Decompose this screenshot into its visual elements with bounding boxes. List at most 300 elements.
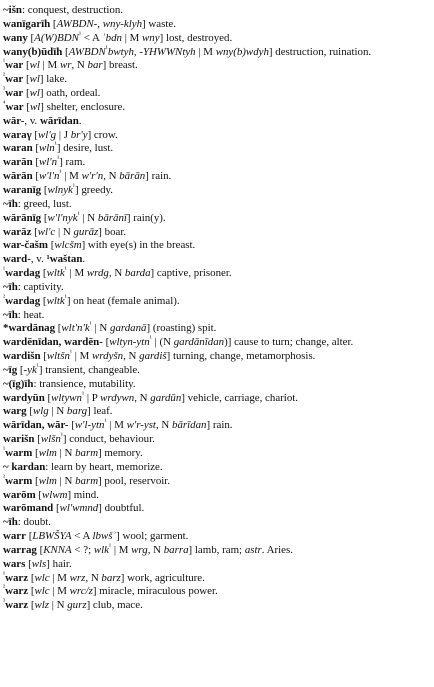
transliteration: gardānīdan <box>173 336 225 349</box>
entry-text: ] leaf. <box>87 405 113 418</box>
entry-text: < ?; <box>71 543 94 556</box>
superscript-index: ¹ <box>72 182 75 191</box>
transliteration: AWBDN-, wny-klyh <box>56 17 143 30</box>
entry-text: ] conduct, behaviour. <box>62 433 155 446</box>
headword: ~išn <box>3 4 22 16</box>
entry-text: | J <box>56 128 71 141</box>
entry-text: | M <box>195 45 216 58</box>
headword: wany(b)ūdīh <box>3 45 63 58</box>
superscript-index: ² <box>3 473 6 482</box>
transliteration: wrc/z <box>69 585 93 598</box>
entry-text: ] transient, changeable. <box>38 363 140 376</box>
entry-text: [ <box>50 17 57 30</box>
entry-text: , N <box>123 350 140 363</box>
transliteration: br'y <box>70 128 88 141</box>
transliteration: barm <box>75 474 99 487</box>
dictionary-entry <box>3 569 431 586</box>
entry-text: ] pool, reservoir. <box>98 474 171 487</box>
entry-text: ] turning, change, metamorphosis. <box>166 350 316 363</box>
transliteration: gardanā <box>110 322 147 335</box>
dictionary-entry <box>3 59 431 73</box>
entry-text: [ <box>40 267 47 280</box>
transliteration: w'l-ytn <box>74 419 105 432</box>
entry-text: | N <box>79 211 98 224</box>
headword: wardēnīdan, wardēn- <box>3 336 103 349</box>
entry-text: [ <box>31 128 39 141</box>
superscript-index: ¹ <box>69 348 72 357</box>
transliteration: gurz <box>67 599 87 612</box>
superscript-index: ¹ <box>149 334 152 343</box>
headword: wārīdan, wār- <box>3 419 69 432</box>
entry-text: [ <box>23 100 30 113</box>
superscript-index: ⁴ <box>3 99 6 108</box>
entry-text: , N <box>134 391 151 404</box>
superscript-index: ³ <box>3 85 6 94</box>
headword: wārānīg <box>3 211 42 224</box>
dictionary-entry <box>3 516 431 530</box>
superscript-index: ¹ <box>60 431 63 440</box>
transliteration: wlk <box>93 543 109 556</box>
transliteration: -yk <box>23 363 37 376</box>
dictionary-entry <box>3 336 431 350</box>
entry-text: [ <box>23 87 30 100</box>
superscript-index: ¹ <box>57 154 60 163</box>
dictionary-entry <box>3 32 431 46</box>
entry-text: | P <box>84 391 101 404</box>
headword: ward- <box>3 253 31 266</box>
headword: wanīgarīh <box>3 17 51 30</box>
transliteration: KNNA <box>43 543 72 556</box>
entry-text: [ <box>32 447 39 459</box>
entry-text: ] crow. <box>87 128 118 141</box>
entry-text: ] lost, destroyed. <box>159 31 233 44</box>
entry-text: [ <box>41 211 48 224</box>
headword: ~īh <box>3 308 18 321</box>
entry-text: | M <box>72 350 93 363</box>
dictionary-entry <box>3 502 431 516</box>
headword: ~(īg)īh <box>3 377 34 390</box>
entry-text: ] (roasting) spit. <box>146 322 217 335</box>
headword: warōmand <box>3 502 54 515</box>
transliteration: lbwšʾ <box>92 530 117 543</box>
superscript-index: ¹ <box>3 445 6 454</box>
superscript-index: ¹ <box>3 569 6 578</box>
transliteration: wltywn <box>51 391 82 404</box>
headword: warān <box>3 156 33 169</box>
dictionary-entry <box>3 115 431 129</box>
dictionary-entry <box>3 101 431 115</box>
dictionary-entry <box>3 295 431 309</box>
entry-text: ] rain(y). <box>126 211 166 224</box>
entry-text: . Aries. <box>261 543 293 556</box>
entry-text: [ <box>32 170 40 183</box>
entry-text: | (N <box>151 336 174 349</box>
transliteration: wl <box>29 59 40 72</box>
headword: warz <box>5 571 29 584</box>
transliteration: wln <box>39 142 55 155</box>
transliteration: wltyn-ytn <box>109 336 150 349</box>
transliteration: wny(b)wdyh <box>215 45 269 58</box>
entry-text: ] memory. <box>98 447 143 459</box>
entry-text: ] captive, prisoner. <box>150 267 232 280</box>
headword: wany <box>3 31 28 44</box>
entry-text: ] rain. <box>206 419 233 432</box>
entry-text: | N <box>91 322 110 335</box>
headword: warrag <box>3 543 37 556</box>
transliteration: wny <box>142 31 160 44</box>
entry-text: ] club, mace. <box>86 599 143 612</box>
headword: wārīdan <box>40 114 79 127</box>
transliteration: w'l'n <box>39 170 60 183</box>
transliteration: bārān <box>119 170 146 183</box>
superscript-index: ¹ <box>78 30 82 39</box>
transliteration: wlm <box>38 447 57 459</box>
entry-text: | M <box>39 59 60 72</box>
entry-text: , N <box>108 267 125 280</box>
transliteration: bārānī <box>97 211 127 224</box>
transliteration: wl <box>29 73 40 86</box>
transliteration: w'r'n <box>81 170 104 183</box>
transliteration: wl <box>29 100 41 113</box>
transliteration: wltk <box>46 294 65 307</box>
entry-text: : conquest, destruction. <box>21 4 124 16</box>
dictionary-entry <box>3 281 431 295</box>
entry-text: [ <box>44 391 52 404</box>
entry-text: | N <box>55 225 74 238</box>
entry-text: ] rain. <box>145 170 172 183</box>
superscript-index: ¹ <box>64 265 67 274</box>
transliteration: ʾbdn <box>102 31 122 44</box>
dictionary-entry <box>3 267 431 281</box>
entry-text: | N <box>48 405 67 418</box>
dictionary-entry <box>3 170 431 184</box>
entry-text: | M <box>106 419 127 432</box>
dictionary-entry <box>3 558 431 572</box>
dictionary-entry <box>3 447 431 461</box>
superscript-index: ² <box>3 71 6 80</box>
entry-text: : captivity. <box>17 280 64 293</box>
entry-text: ] doubtful. <box>98 502 145 515</box>
transliteration: gardiš <box>139 350 167 363</box>
entry-text: [ <box>55 322 62 335</box>
entry-text: [ <box>53 502 60 515</box>
dictionary-entry <box>3 156 431 170</box>
entry-text: , N <box>85 571 102 584</box>
entry-text: < A <box>71 530 93 543</box>
dictionary-entry <box>3 489 431 503</box>
entry-text: | N <box>56 474 76 487</box>
entry-text: | M <box>49 571 70 584</box>
dictionary-page <box>3 4 431 684</box>
transliteration: gardūn <box>150 391 182 404</box>
entry-text: : greed, lust. <box>17 197 72 210</box>
headword: *wardānag <box>3 322 56 335</box>
entry-text: [ <box>68 419 75 432</box>
entry-text: ] desire, lust. <box>56 142 114 155</box>
dictionary-entry <box>3 322 431 336</box>
entry-text: [ <box>28 599 35 612</box>
dictionary-entry <box>3 392 431 406</box>
superscript-index: ¹ <box>89 320 92 329</box>
headword: waraγ <box>3 128 32 141</box>
transliteration: wrdyšn <box>92 350 124 363</box>
entry-text: , N <box>155 419 173 432</box>
transliteration: w'l'nyk <box>47 211 78 224</box>
transliteration: barda <box>124 267 151 280</box>
entry-text: ] wool; garment. <box>116 530 189 543</box>
superscript-index: ¹ <box>36 362 39 371</box>
entry-text: [ <box>28 585 35 598</box>
entry-text: [ <box>32 474 39 487</box>
transliteration: wlcšm <box>54 239 82 252</box>
dictionary-entry <box>3 184 431 198</box>
entry-text: : doubt. <box>17 516 52 529</box>
headword: warr <box>3 530 26 543</box>
headword: warz <box>5 585 29 598</box>
transliteration: wlg <box>32 405 49 418</box>
headword: wār- <box>3 114 25 127</box>
superscript-index: ² <box>3 583 6 592</box>
entry-text: [ <box>35 488 43 501</box>
headword: ~īh <box>3 197 18 210</box>
headword: ~ kardan <box>3 460 46 473</box>
headword: warz <box>5 599 29 612</box>
transliteration: wrg <box>131 543 148 556</box>
superscript-index: ¹ <box>81 390 85 398</box>
entry-text: ] boar. <box>98 225 127 238</box>
superscript-index: ¹ <box>3 57 6 66</box>
transliteration: AWBDN <box>68 45 106 58</box>
transliteration: wl'wmnd <box>59 502 99 515</box>
entry-text: [ <box>62 45 69 58</box>
entry-text: [ <box>23 73 30 86</box>
dictionary-entry <box>3 43 431 60</box>
dictionary-entry <box>3 129 431 143</box>
headword: warm <box>5 474 33 487</box>
entry-text: [ <box>32 142 40 155</box>
entry-text: ] greedy. <box>75 183 113 196</box>
transliteration: LBWŠYA <box>32 530 72 543</box>
entry-text: [ <box>17 363 24 376</box>
superscript-index: ¹ <box>64 293 67 302</box>
dictionary-entry <box>3 364 431 378</box>
dictionary-entry <box>3 405 431 419</box>
dictionary-entry <box>3 461 431 475</box>
entry-text: , v. <box>24 114 41 127</box>
dictionary-entry <box>3 378 431 392</box>
transliteration: wrdg <box>86 267 109 280</box>
entry-text: , v. <box>30 253 47 266</box>
entry-text: [ <box>47 239 55 252</box>
transliteration: wltk <box>46 267 65 280</box>
superscript-index: ³ <box>3 597 6 606</box>
transliteration: wl'n <box>39 156 58 169</box>
entry-text: < A <box>81 31 103 44</box>
entry-text: [ <box>27 31 35 44</box>
headword: war <box>5 73 24 86</box>
headword: ¹waštan <box>46 253 83 266</box>
entry-text: : learn by heart, memorize. <box>45 460 163 473</box>
entry-text: : heat. <box>17 308 45 321</box>
entry-text: | N <box>56 447 76 459</box>
dictionary-entry <box>3 226 431 240</box>
transliteration: wlt'n'k <box>61 322 90 335</box>
superscript-index: ¹ <box>77 210 80 219</box>
dictionary-entry <box>3 309 431 323</box>
dictionary-entry <box>3 212 431 226</box>
headword: wardyūn <box>3 391 45 404</box>
entry-text: ] waste. <box>142 17 176 30</box>
entry-text: [ <box>102 336 110 349</box>
transliteration: bwtyh, -YHWWNtyh <box>107 45 196 58</box>
headword: warg <box>3 405 27 418</box>
headword: ~īh <box>3 280 18 293</box>
transliteration: bar <box>87 59 103 72</box>
superscript-index: ¹ <box>54 140 57 149</box>
entry-text: , N <box>147 543 164 556</box>
transliteration: wls <box>31 557 47 570</box>
entry-text: ] breast. <box>102 59 138 72</box>
entry-text: [ <box>34 433 41 446</box>
transliteration: wltšn <box>46 350 70 363</box>
dictionary-entry <box>3 87 431 101</box>
transliteration: wl <box>29 87 40 100</box>
headword: ~īg <box>3 363 18 376</box>
entry-text: [ <box>40 294 47 307</box>
entry-text: ] shelter, enclosure. <box>40 100 126 113</box>
entry-text: [ <box>26 405 33 418</box>
entry-text: [ <box>32 156 40 169</box>
transliteration: wlm <box>38 474 57 487</box>
entry-text: ] hair. <box>46 557 72 570</box>
entry-text: ] destruction, ruination. <box>268 45 372 58</box>
dictionary-entry <box>3 475 431 489</box>
superscript-index: ² <box>3 293 6 302</box>
headword: war <box>5 87 24 100</box>
dictionary-entry <box>3 73 431 87</box>
headword: waranīg <box>3 183 42 196</box>
entry-text: . <box>82 253 86 266</box>
transliteration: wrz <box>69 571 86 584</box>
entry-text: [ <box>28 571 35 584</box>
entry-text: | M <box>49 585 70 598</box>
headword: war <box>5 59 24 72</box>
entry-text: , N <box>71 59 88 72</box>
entry-text: ] miracle, miraculous power. <box>92 585 218 598</box>
transliteration: wl'c <box>37 225 56 238</box>
dictionary-entry <box>3 198 431 212</box>
transliteration: barg <box>66 405 88 418</box>
transliteration: wrdywn <box>100 391 135 404</box>
entry-text: | M <box>122 31 143 44</box>
transliteration: barm <box>75 447 99 459</box>
transliteration: astr <box>244 543 262 556</box>
dictionary-entry <box>3 142 431 156</box>
entry-text: )] cause to turn; change, alter. <box>224 336 354 349</box>
headword: warm <box>5 447 33 459</box>
entry-text: . <box>78 114 82 127</box>
transliteration: barra <box>163 543 189 556</box>
entry-text: [ <box>23 59 30 72</box>
transliteration: gurāz <box>73 225 99 238</box>
headword: warišn <box>3 433 35 446</box>
headword: warōm <box>3 488 36 501</box>
entry-text: [ <box>31 225 38 238</box>
transliteration: wlc <box>34 571 50 584</box>
headword: waran <box>3 142 33 155</box>
entry-text: : transience, mutability. <box>33 377 136 390</box>
superscript-index: ¹ <box>105 43 108 52</box>
transliteration: barz <box>101 571 121 584</box>
entry-text: ] on heat (female animal). <box>66 294 180 307</box>
headword: wars <box>3 557 26 570</box>
entry-text: | M <box>61 170 82 183</box>
transliteration: wlz <box>34 599 49 612</box>
transliteration: wlwm <box>42 488 68 501</box>
superscript-index: ¹ <box>104 417 107 426</box>
dictionary-entry <box>3 419 431 433</box>
dictionary-entry <box>3 4 431 18</box>
transliteration: A(W)BDN <box>34 31 79 44</box>
transliteration: wlšn <box>40 433 61 446</box>
transliteration: bārīdan <box>172 419 207 432</box>
dictionary-entry <box>3 530 431 544</box>
entry-text: | M <box>66 267 87 280</box>
entry-text: ] vehicle, carriage, chariot. <box>181 391 299 404</box>
entry-text: [ <box>25 557 32 570</box>
entry-text: [ <box>36 543 44 556</box>
headword: ~īh <box>3 516 18 529</box>
superscript-index: ¹ <box>108 542 112 551</box>
dictionary-entry <box>3 239 431 253</box>
entry-text: | N <box>48 599 68 612</box>
dictionary-entry <box>3 253 431 267</box>
entry-text: [ <box>41 183 48 196</box>
transliteration: wl'g <box>38 128 57 141</box>
dictionary-entry <box>3 433 431 447</box>
transliteration: w'r-yst <box>126 419 156 432</box>
entry-text: , N <box>103 170 120 183</box>
entry-text: ] work, agriculture. <box>120 571 205 584</box>
entry-text: [ <box>40 350 47 363</box>
transliteration: wlc <box>34 585 50 598</box>
transliteration: wlnyk <box>47 183 73 196</box>
entry-text: [ <box>25 530 33 543</box>
entry-text: ] oath, ordeal. <box>39 87 101 100</box>
dictionary-entry <box>3 599 431 613</box>
headword: wardag <box>5 294 41 307</box>
entry-text: ] lake. <box>39 73 68 86</box>
transliteration: wr <box>59 59 72 72</box>
entry-text: | M <box>111 543 132 556</box>
superscript-index: ¹ <box>59 168 62 177</box>
dictionary-entry <box>3 18 431 32</box>
superscript-index: ¹ <box>3 265 6 274</box>
entry-text: ] ram. <box>59 156 86 169</box>
dictionary-entry <box>3 350 431 364</box>
dictionary-entry <box>3 585 431 599</box>
entry-text: ] lamb, ram; <box>188 543 245 556</box>
headword: warāz <box>3 225 32 238</box>
headword: wārān <box>3 170 33 183</box>
headword: wardag <box>5 267 41 280</box>
headword: wardišn <box>3 350 41 363</box>
dictionary-entry <box>3 544 431 558</box>
entry-text: ] mind. <box>67 488 99 501</box>
headword: war <box>5 100 24 113</box>
entry-text: ] with eye(s) in the breast. <box>81 239 196 252</box>
headword: war-čašm <box>3 239 48 252</box>
